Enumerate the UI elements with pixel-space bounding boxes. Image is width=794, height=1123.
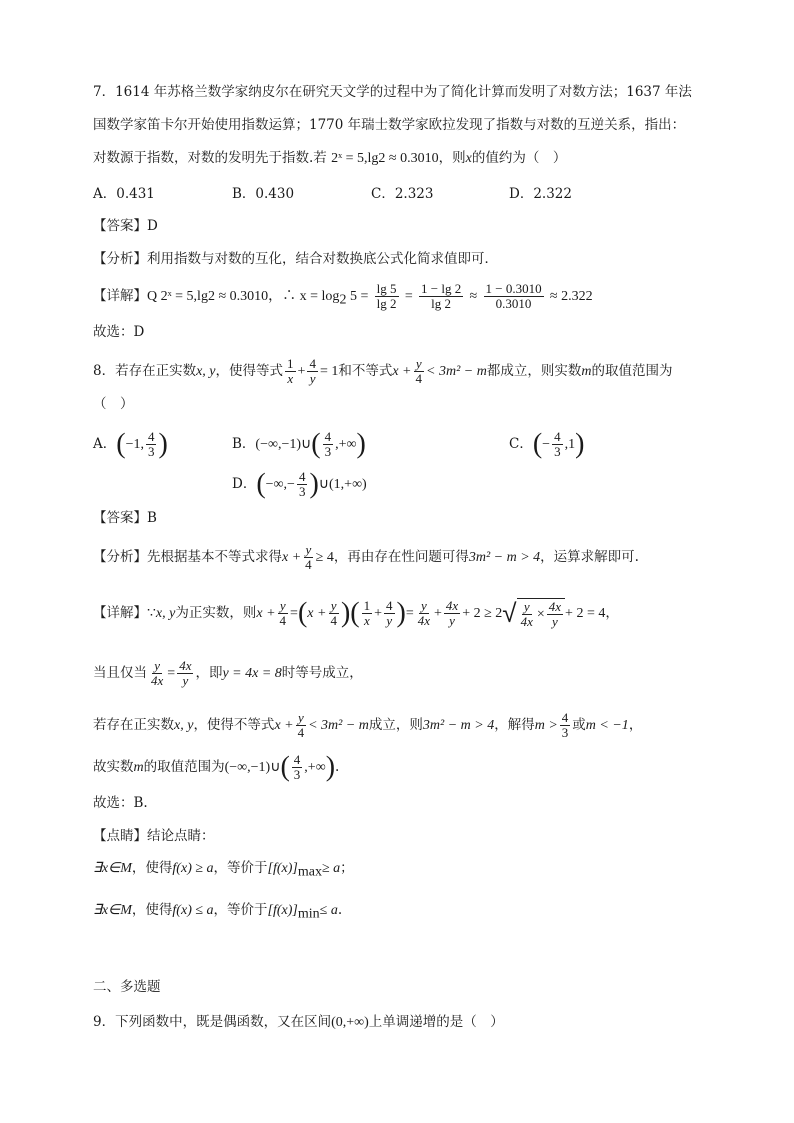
- q8-det-f4: [384, 599, 395, 628]
- q8-opt-b-lparen: (: [311, 428, 321, 460]
- q8-exist-comma: ，: [628, 717, 643, 733]
- q8-c2-sub: min: [297, 906, 320, 922]
- q7-log-arg: 5 =: [346, 289, 369, 304]
- q8-vars: x, y: [196, 364, 216, 379]
- q8-c2-r: [f(x)]: [267, 903, 298, 918]
- q8-exist-f2: [560, 711, 571, 740]
- q8-det-f1: [278, 599, 289, 628]
- q8-ana-num: y: [305, 542, 312, 557]
- q7-line3-post: 的值约为（ ）: [471, 150, 567, 166]
- q8-ana-xplus: x +: [282, 550, 302, 565]
- q8-y4-num: y: [415, 356, 422, 371]
- q8-c1-semi: ；: [340, 860, 354, 876]
- q7-line-2: 国数学家笛卡尔开始使用指数运算；1770 年瑞士数学家欧拉发现了指数与对数的互逆关系，指出：: [93, 117, 686, 133]
- q8-exist-mlt: m < −1: [585, 718, 629, 733]
- q8-when-eq: =: [167, 666, 176, 681]
- q7-analysis: 【分析】利用指数与对数的互化，结合对数换底公式化简求值即可．: [93, 251, 498, 267]
- q8-opt-b-den: 3: [324, 444, 332, 459]
- q8-stem-mid3: 都成立，则实数: [486, 363, 582, 379]
- q8-when-mid: ，即: [195, 665, 223, 681]
- q7-line-3: [93, 148, 566, 169]
- q8-exist: [93, 711, 642, 740]
- q8-y4-den: 4: [415, 371, 423, 386]
- q8-stem-mid2: 和不等式: [338, 363, 393, 379]
- q8-frac-1x: [285, 357, 296, 386]
- q8-1x-den: x: [287, 371, 294, 386]
- q8-det-f4-den: y: [386, 613, 393, 628]
- q8-det-f1-den: 4: [279, 613, 287, 628]
- q8-opt-b-label: B．: [232, 436, 256, 452]
- q8-opt-c-label: C．: [509, 436, 533, 452]
- q8-range-val: (−∞,−1)∪: [224, 760, 281, 775]
- q8-when: [93, 659, 363, 688]
- q8-exist-ineq: 3m² − m > 4: [422, 718, 495, 733]
- q8-when-pre: 当且仅当: [93, 665, 147, 681]
- q8-option-d: [232, 470, 367, 499]
- q7-detail-given: Q 2ˣ = 5,lg2 ≈ 0.3010: [147, 289, 269, 304]
- q7-option-c: C．2.323: [371, 186, 434, 202]
- q8-opt-d-lparen: (: [256, 468, 266, 500]
- q8-because: ∵: [147, 606, 156, 621]
- q9-interval: (0,+∞): [331, 1015, 369, 1030]
- q8-when-post: 时等号成立，: [281, 665, 363, 681]
- q8-eq-one: = 1: [319, 364, 339, 379]
- q8-opt-d-rparen: ): [309, 468, 319, 500]
- q7-result: ≈ 2.322: [549, 289, 593, 304]
- q8-range-lparen: (: [280, 751, 290, 783]
- q8-det-xplus2: x +: [307, 606, 327, 621]
- q8-c1-mid: ，使得: [131, 860, 173, 876]
- q8-answer: 【答案】B: [93, 510, 157, 526]
- q8-det-rp1: ): [340, 597, 351, 629]
- q8-det-sqrt-body: [517, 598, 565, 629]
- q8-c2-end: ≤ a: [319, 903, 338, 918]
- q7-detail-log: ，∴ x = log: [268, 289, 340, 304]
- q8-ana-geq: ≥ 4: [315, 550, 334, 565]
- q8-when-f1-num: y: [154, 658, 161, 673]
- q9-pre: 9．下列函数中，既是偶函数，又在区间: [93, 1014, 332, 1030]
- q8-exist-pre: 若存在正实数: [93, 717, 174, 733]
- q7-approx: ≈: [469, 289, 478, 304]
- q8-opt-d-label: D．: [232, 476, 257, 492]
- q8-frac-y4: [414, 357, 425, 386]
- q7-line-1: 7．1614 年苏格兰数学家纳皮尔在研究天文学的过程中为了简化计算而发明了对数方法；1637 年法: [93, 84, 692, 100]
- q8-detail: [93, 598, 619, 629]
- q8-exist-or: 或: [572, 717, 586, 733]
- q8-det-f3: [362, 599, 373, 628]
- q8-exist-f2-den: 3: [561, 725, 569, 740]
- q8-c1-r: [f(x)]: [267, 861, 298, 876]
- q8-det-eq1: =: [290, 606, 298, 621]
- q8-det-f8-num: 4x: [548, 599, 562, 614]
- q8-paren: （ ）: [93, 396, 134, 412]
- q8-exist-f1: [296, 711, 307, 740]
- q8-opt-b-frac: [323, 430, 334, 459]
- q8-choice: 故选：B.: [93, 795, 148, 811]
- q8-exist-xplus: x +: [274, 718, 294, 733]
- q8-det-f3-num: 1: [363, 598, 371, 613]
- q8-opt-a-frac: [146, 430, 157, 459]
- q8-opt-b-num: 4: [324, 429, 332, 444]
- q8-range-frac: [292, 753, 303, 782]
- q8-det-lp1: (: [297, 597, 308, 629]
- q7-choice: 故选：D: [93, 324, 145, 340]
- q8-det-f5-num: y: [420, 598, 427, 613]
- q8-det-xplus: x +: [256, 606, 276, 621]
- q8-option-b: [232, 430, 366, 459]
- q8-opt-c-lparen: (: [532, 428, 543, 460]
- q8-opt-b-rparen: ): [356, 428, 366, 460]
- q8-exist-mid2: 成立，则: [368, 717, 423, 733]
- q8-det-f6-num: 4x: [445, 598, 459, 613]
- sqrt-icon: √: [502, 598, 517, 629]
- q8-range-den: 3: [293, 767, 301, 782]
- q8-opt-a-den: 3: [147, 444, 155, 459]
- q8-det-f4-num: 4: [386, 598, 393, 613]
- q8-exist-f1-den: 4: [297, 725, 305, 740]
- q8-range-rest: ,+∞: [304, 760, 326, 775]
- q8-exist-mgt: m >: [534, 718, 558, 733]
- q8-stem-mid1: ，使得等式: [215, 363, 284, 379]
- q8-range-end: .: [335, 759, 340, 775]
- q7-f3-den: 0.3010: [495, 296, 532, 311]
- q8-det-f3-den: x: [363, 613, 370, 628]
- q8-opt-a-lhs: −1,: [125, 437, 144, 452]
- q8-det-f5: [416, 599, 432, 628]
- q8-stem: [93, 357, 672, 386]
- q8-c1-sub: max: [297, 864, 322, 880]
- q8-ana-mid: ，再由存在性问题可得: [333, 549, 469, 565]
- q8-range-mid: 的取值范围为: [143, 759, 225, 775]
- q8-range: [93, 753, 339, 782]
- q7-f3-num: 1 − 0.3010: [485, 281, 542, 296]
- q8-ana-post: ，运算求解即可.: [540, 549, 639, 565]
- q8-opt-a-num: 4: [147, 429, 155, 444]
- q8-c2-eq: ，等价于: [213, 902, 268, 918]
- q8-c2-f: f(x) ≤ a: [172, 903, 214, 918]
- q8-when-f1-den: 4x: [151, 673, 164, 688]
- q8-det-vars: x, y: [155, 606, 176, 621]
- q8-range-rparen: ): [325, 751, 336, 783]
- q8-det-f8: [547, 600, 563, 629]
- q7-f1-num: lg 5: [376, 281, 397, 296]
- q7-fraction-2: [419, 282, 463, 311]
- q8-opt-c-den: 3: [554, 444, 561, 459]
- q8-ineq-rhs: < 3m² − m: [426, 364, 487, 379]
- q8-c1-f: f(x) ≥ a: [172, 861, 214, 876]
- q8-ana-ineq: 3m² − m > 4: [468, 550, 541, 565]
- q8-exist-f2-num: 4: [561, 710, 569, 725]
- q8-frac-4y: [307, 357, 318, 386]
- q8-det-f2-den: 4: [330, 613, 337, 628]
- q8-det-f2-num: y: [330, 598, 337, 613]
- q8-analysis: [93, 543, 639, 572]
- q8-conclusion-1: [93, 858, 354, 883]
- q8-opt-c-end: ,1: [564, 437, 576, 452]
- q8-option-a: [93, 430, 168, 459]
- q7-fraction-3: [484, 282, 544, 311]
- q8-opt-d-den: 3: [298, 484, 306, 499]
- q8-det-sqrt: [502, 598, 565, 629]
- q8-c2-mid: ，使得: [131, 902, 173, 918]
- q8-det-f7-num: y: [523, 599, 530, 614]
- q8-ana-pre: 【分析】先根据基本不等式求得: [93, 549, 282, 565]
- q8-det-f6: [444, 599, 460, 628]
- q8-det-plus2: +: [434, 606, 442, 621]
- q8-det-f7-den: 4x: [520, 614, 533, 629]
- q7-f1-den: lg 2: [376, 296, 397, 311]
- q8-exist-mid3: ，解得: [494, 717, 535, 733]
- q8-ana-den: 4: [305, 557, 312, 572]
- q8-opt-a-rparen: ): [158, 428, 168, 460]
- q8-ana-frac: [303, 543, 314, 572]
- q8-exist-vars: x, y: [174, 718, 194, 733]
- q8-det-end: + 2 = 4: [565, 606, 606, 621]
- q8-1x-num: 1: [287, 356, 294, 371]
- q8-opt-d-val: −∞,−: [265, 477, 295, 492]
- q8-exist-rhs: < 3m² − m: [308, 718, 369, 733]
- q8-opt-a-lparen: (: [116, 428, 126, 460]
- q8-plus: +: [297, 364, 306, 379]
- q8-det-f2: [328, 599, 339, 628]
- q8-when-f2-num: 4x: [179, 658, 192, 673]
- q8-stem-pre: 8．若存在正实数: [93, 363, 197, 379]
- q8-tip: 【点睛】结论点睛：: [93, 828, 215, 844]
- q8-opt-d-num: 4: [298, 469, 306, 484]
- q8-exist-f1-num: y: [297, 710, 304, 725]
- q8-opt-c-rparen: ): [575, 428, 585, 460]
- q7-detail-label: 【详解】: [93, 288, 147, 304]
- q8-det-eq2: =: [405, 606, 414, 621]
- q8-opt-d-frac: [297, 470, 308, 499]
- q8-when-f2: [177, 659, 193, 688]
- q7-variable: x: [465, 151, 472, 166]
- q8-c2-dot: .: [337, 902, 343, 918]
- q8-opt-a-label: A．: [93, 436, 117, 452]
- q8-det-f6-den: y: [449, 613, 455, 628]
- q8-4y-num: 4: [309, 356, 316, 371]
- q8-option-c: [509, 430, 584, 459]
- q8-det-mid: + 2 ≥ 2: [462, 606, 503, 621]
- q7-line3-mid: ，则: [438, 150, 466, 166]
- q7-option-d: D．2.322: [509, 186, 572, 202]
- q8-range-pre: 故实数: [93, 759, 134, 775]
- q8-det-lp2: (: [350, 597, 360, 629]
- q8-opt-c-neg: −: [542, 437, 551, 452]
- q8-det-plus1: +: [374, 606, 382, 621]
- q7-option-b: B．0.430: [232, 186, 295, 202]
- q8-det-times: ×: [536, 606, 545, 622]
- q8-c1-pre: ∃x∈M: [93, 861, 132, 876]
- q8-c1-end: ≥ a: [321, 861, 341, 876]
- q8-det-f7: [519, 600, 535, 629]
- q8-4y-den: y: [309, 371, 316, 386]
- q7-log-base: 2: [339, 292, 347, 308]
- q8-det-f8-den: y: [552, 614, 558, 629]
- q7-answer: 【答案】D: [93, 218, 158, 234]
- q9-stem: [93, 1012, 504, 1033]
- q8-m: m: [581, 364, 592, 379]
- q8-det-label: 【详解】: [93, 605, 147, 621]
- q8-c2-pre: ∃x∈M: [93, 903, 132, 918]
- q8-range-m: m: [133, 760, 144, 775]
- q8-opt-d-end: ∪(1,+∞): [318, 477, 367, 492]
- q7-detail: [93, 282, 593, 311]
- q8-det-rp2: ): [396, 597, 406, 629]
- q8-conclusion-2: [93, 900, 342, 925]
- q8-stem-post: 的取值范围为: [591, 363, 673, 379]
- q8-opt-c-num: 4: [554, 429, 561, 444]
- q8-when-equation: y = 4x = 8: [222, 666, 282, 681]
- q8-opt-c-frac: [552, 430, 563, 459]
- q7-condition: 2ˣ = 5,lg2 ≈ 0.3010: [331, 151, 439, 166]
- q8-det-pos: 为正实数，则: [175, 605, 257, 621]
- q8-xplus: x +: [392, 364, 412, 379]
- q8-det-f5-den: 4x: [417, 613, 431, 628]
- section-title: 二、多选题: [93, 979, 161, 995]
- q7-fraction-1: [375, 282, 399, 311]
- q9-post: 上单调递增的是（ ）: [368, 1014, 504, 1030]
- q7-f2-num: 1 − lg 2: [421, 281, 462, 296]
- q7-line3-text: 对数源于指数，对数的发明先于指数.若: [93, 150, 332, 166]
- q7-f2-den: lg 2: [431, 296, 452, 311]
- q8-when-f1: [149, 659, 165, 688]
- q8-opt-b-val: (−∞,−1)∪: [255, 437, 312, 452]
- q7-option-a: A．0.431: [93, 186, 155, 202]
- q8-c1-eq: ，等价于: [213, 860, 268, 876]
- q8-det-comma: ，: [605, 605, 619, 621]
- q8-exist-mid1: ，使得不等式: [193, 717, 275, 733]
- q8-det-f1-num: y: [279, 598, 286, 613]
- q8-when-f2-den: y: [182, 673, 189, 688]
- q8-range-num: 4: [293, 752, 301, 767]
- q8-opt-b-rest: ,+∞: [335, 437, 357, 452]
- q7-equals: =: [404, 289, 413, 304]
